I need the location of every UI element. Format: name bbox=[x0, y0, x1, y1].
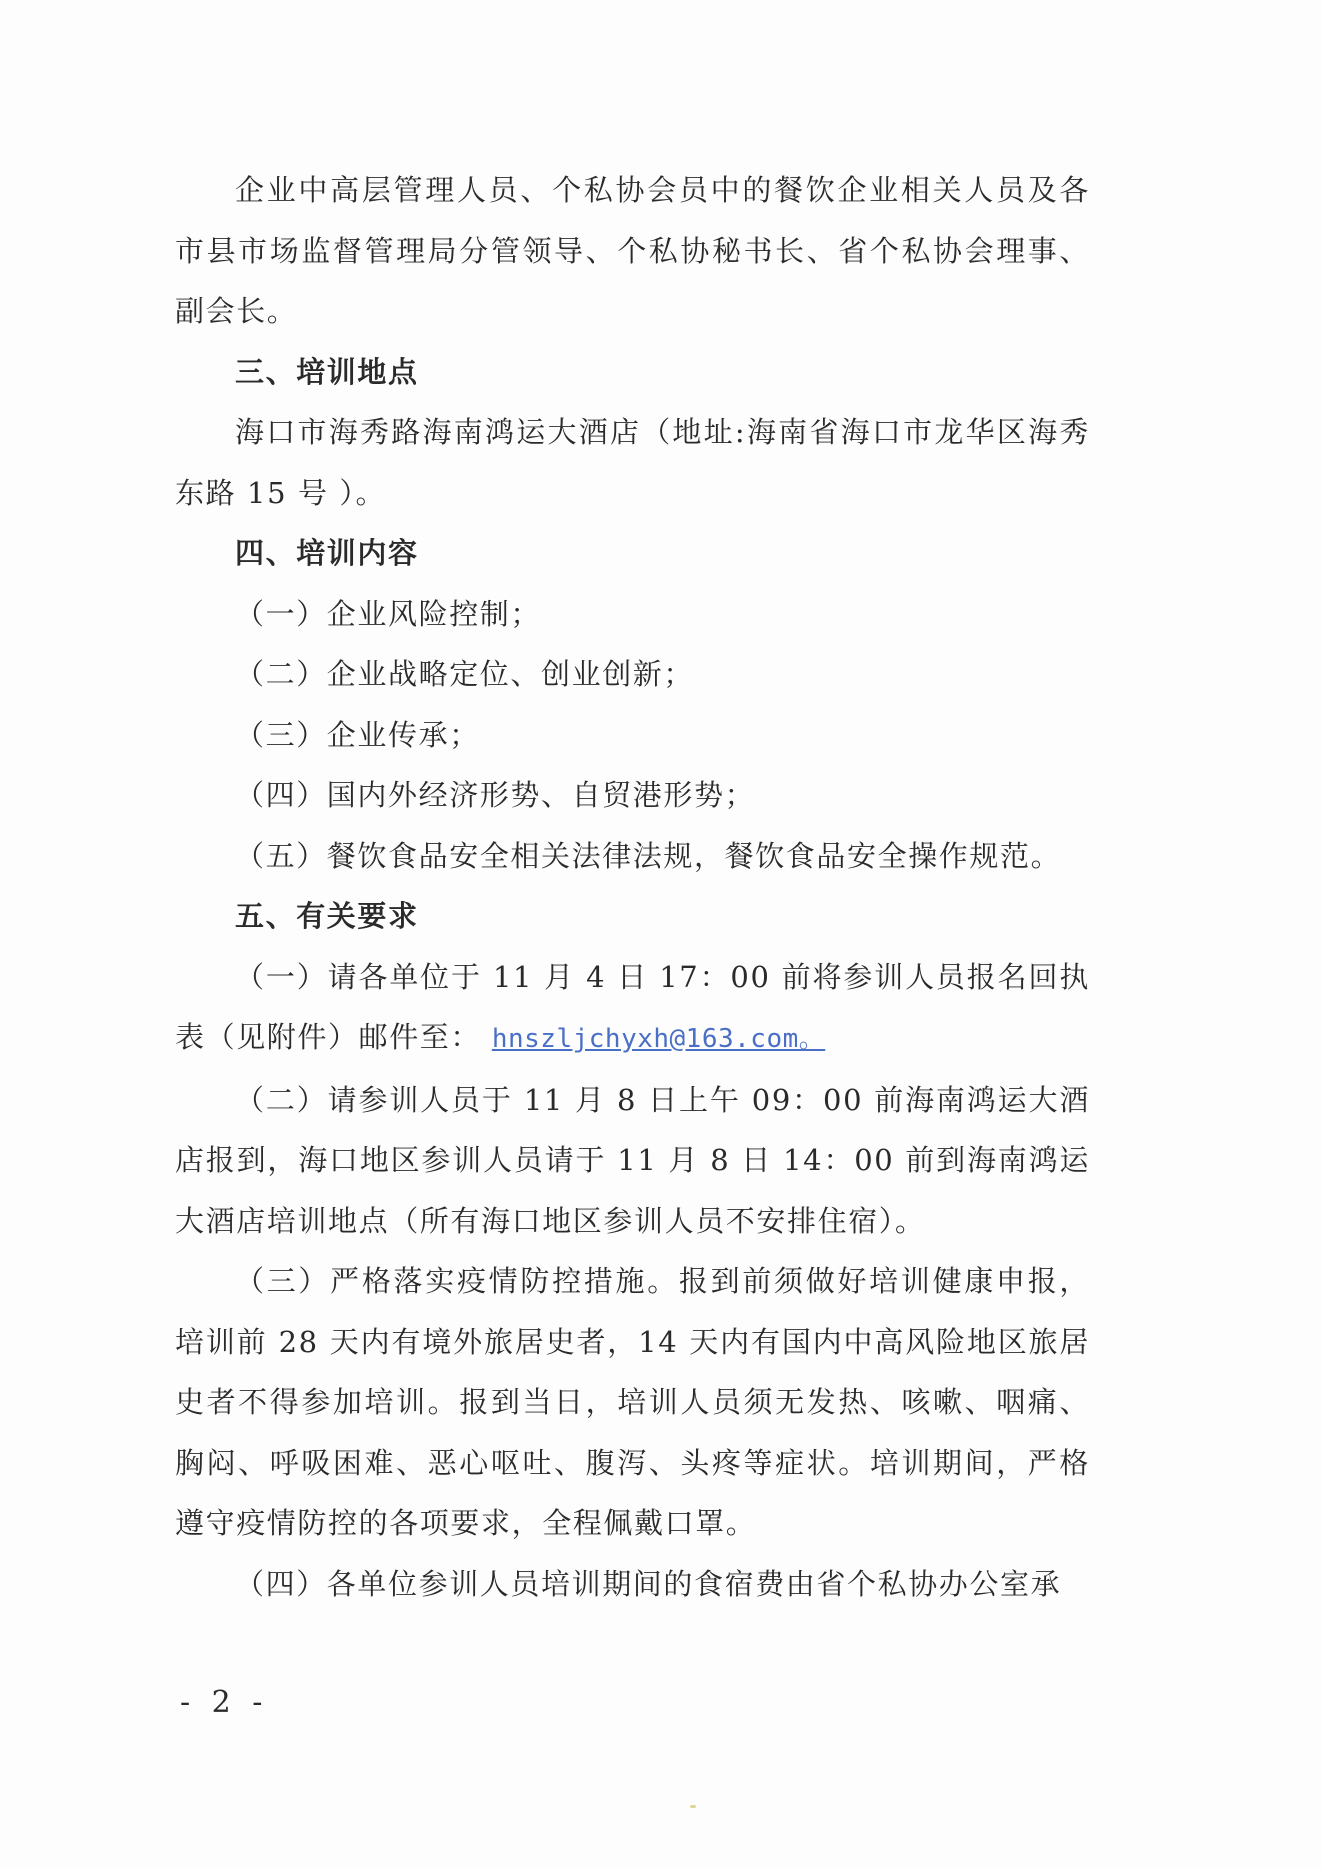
heading-training-content: 四、培训内容 bbox=[235, 536, 419, 570]
content-item-5: （五）餐饮食品安全相关法律法规，餐饮食品安全操作规范。 bbox=[235, 838, 1062, 873]
email-link[interactable]: hnszljchyxh@163.com。 bbox=[491, 1024, 826, 1054]
paragraph-participants: 企业中高层管理人员、个私协会员中的餐饮企业相关人员及各市县市场监督管理局分管领导、个私协秘书长、省个私协会理事、副会长。 bbox=[175, 173, 1090, 328]
requirement-3: （三）严格落实疫情防控措施。报到前须做好培训健康申报，培训前 28 天内有境外旅居史者，14 天内有国内中高风险地区旅居史者不得参加培训。报到当日，培训人员须无发热、咳嗽、咽痛、胸闷、呼吸困难、恶心呕吐、腹泻、头疼等症状。培训期间，严格遵守疫情防控的各项要求，全程佩戴口罩。 bbox=[175, 1264, 1090, 1540]
content-item-1: （一）企业风险控制； bbox=[235, 596, 542, 631]
requirement-4: （四）各单位参训人员培训期间的食宿费由省个私协办公室承 bbox=[235, 1566, 1062, 1601]
heading-training-location: 三、培训地点 bbox=[235, 354, 419, 389]
requirement-1 bbox=[175, 947, 1090, 1070]
content-item-4: （四）国内外经济形势、自贸港形势； bbox=[235, 778, 756, 812]
requirement-2: （二）请参训人员于 11 月 8 日上午 09：00 前海南鸿运大酒店报到，海口地区参训人员请于 11 月 8 日 14：00 前到海南鸿运大酒店培训地点（所有海口地区参训人员不安排住宿）。 bbox=[175, 1082, 1090, 1238]
heading-requirements: 五、有关要求 bbox=[235, 899, 419, 933]
scan-speck bbox=[690, 1805, 696, 1808]
content-item-3: （三）企业传承； bbox=[235, 717, 480, 752]
content-item-2: （二）企业战略定位、创业创新； bbox=[235, 657, 695, 691]
requirement-1-text: （一）请各单位于 11 月 4 日 17：00 前将参训人员报名回执表（见附件）邮件至： bbox=[175, 959, 1090, 1054]
paragraph-location: 海口市海秀路海南鸿运大酒店（地址:海南省海口市龙华区海秀东路 15 号 ）。 bbox=[175, 415, 1090, 510]
document-body bbox=[175, 160, 1090, 1614]
page-number: - 2 - bbox=[180, 1685, 269, 1720]
